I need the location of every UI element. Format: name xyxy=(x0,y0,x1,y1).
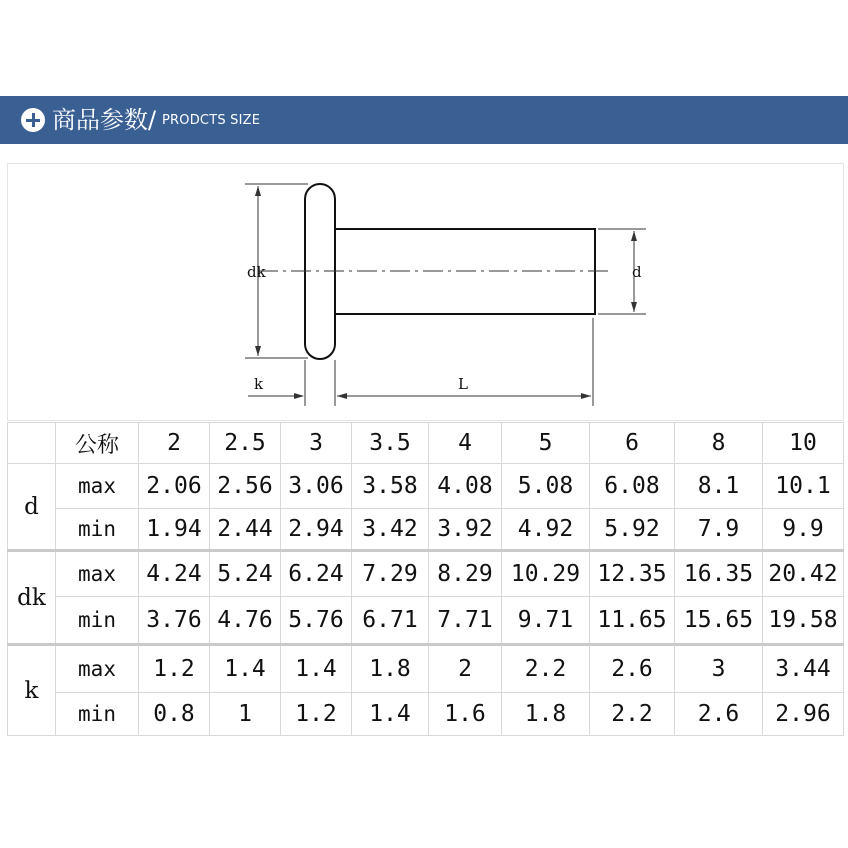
value-cell: 5.08 xyxy=(502,464,590,509)
value-cell: 10.29 xyxy=(502,551,590,597)
size-cell: 8 xyxy=(675,423,763,464)
value-cell: 2.6 xyxy=(590,645,675,693)
value-cell: 9.71 xyxy=(502,597,590,645)
limit-label: min xyxy=(56,693,139,736)
size-cell: 4 xyxy=(429,423,502,464)
value-cell: 4.24 xyxy=(139,551,210,597)
value-cell: 1.8 xyxy=(352,645,429,693)
value-cell: 3.58 xyxy=(352,464,429,509)
k-arrow xyxy=(294,393,304,399)
size-cell: 5 xyxy=(502,423,590,464)
value-cell: 2.2 xyxy=(590,693,675,736)
limit-label: min xyxy=(56,509,139,551)
limit-label: max xyxy=(56,551,139,597)
value-cell: 1.2 xyxy=(139,645,210,693)
value-cell: 3.06 xyxy=(281,464,352,509)
table-row xyxy=(8,464,844,509)
table-row xyxy=(8,509,844,551)
value-cell: 2 xyxy=(429,645,502,693)
value-cell: 5.92 xyxy=(590,509,675,551)
value-cell: 1 xyxy=(210,693,281,736)
header-row xyxy=(8,423,844,464)
corner-cell xyxy=(8,423,56,464)
size-cell: 2 xyxy=(139,423,210,464)
d-label: d xyxy=(632,263,642,281)
value-cell: 1.94 xyxy=(139,509,210,551)
value-cell: 2.6 xyxy=(675,693,763,736)
param-cell: dk xyxy=(8,551,56,645)
value-cell: 1.4 xyxy=(352,693,429,736)
value-cell: 1.4 xyxy=(281,645,352,693)
value-cell: 6.08 xyxy=(590,464,675,509)
table-row xyxy=(8,597,844,645)
dk-arrow-top xyxy=(255,186,261,196)
value-cell: 5.24 xyxy=(210,551,281,597)
value-cell: 1.4 xyxy=(210,645,281,693)
value-cell: 4.92 xyxy=(502,509,590,551)
value-cell: 9.9 xyxy=(763,509,844,551)
L-arrow-right xyxy=(581,393,591,399)
size-cell: 3.5 xyxy=(352,423,429,464)
k-label: k xyxy=(254,375,264,393)
value-cell: 16.35 xyxy=(675,551,763,597)
value-cell: 7.29 xyxy=(352,551,429,597)
value-cell: 3.42 xyxy=(352,509,429,551)
value-cell: 6.24 xyxy=(281,551,352,597)
d-arrow-top xyxy=(631,231,637,241)
value-cell: 4.08 xyxy=(429,464,502,509)
value-cell: 19.58 xyxy=(763,597,844,645)
dk-arrow-bottom xyxy=(255,346,261,356)
size-cell: 10 xyxy=(763,423,844,464)
value-cell: 6.71 xyxy=(352,597,429,645)
section-subtitle: PRODCTS SIZE xyxy=(162,113,261,128)
d-arrow-bottom xyxy=(631,302,637,312)
value-cell: 10.1 xyxy=(763,464,844,509)
value-cell: 3 xyxy=(675,645,763,693)
value-cell: 3.76 xyxy=(139,597,210,645)
value-cell: 5.76 xyxy=(281,597,352,645)
L-arrow-left xyxy=(337,393,347,399)
value-cell: 8.29 xyxy=(429,551,502,597)
value-cell: 2.94 xyxy=(281,509,352,551)
value-cell: 15.65 xyxy=(675,597,763,645)
value-cell: 4.76 xyxy=(210,597,281,645)
value-cell: 1.2 xyxy=(281,693,352,736)
table-row xyxy=(8,645,844,693)
value-cell: 2.96 xyxy=(763,693,844,736)
limit-label: max xyxy=(56,464,139,509)
size-cell: 6 xyxy=(590,423,675,464)
value-cell: 0.8 xyxy=(139,693,210,736)
limit-label: max xyxy=(56,645,139,693)
value-cell: 1.6 xyxy=(429,693,502,736)
value-cell: 2.06 xyxy=(139,464,210,509)
param-cell: k xyxy=(8,645,56,736)
value-cell: 20.42 xyxy=(763,551,844,597)
section-title: 商品参数/ xyxy=(52,106,157,134)
limit-label: min xyxy=(56,597,139,645)
size-cell: 3 xyxy=(281,423,352,464)
table-row xyxy=(8,551,844,597)
value-cell: 1.8 xyxy=(502,693,590,736)
value-cell: 12.35 xyxy=(590,551,675,597)
value-cell: 7.9 xyxy=(675,509,763,551)
value-cell: 2.56 xyxy=(210,464,281,509)
L-label: L xyxy=(458,375,468,393)
value-cell: 11.65 xyxy=(590,597,675,645)
value-cell: 7.71 xyxy=(429,597,502,645)
size-cell: 2.5 xyxy=(210,423,281,464)
dk-label: dk xyxy=(247,263,266,281)
table-row xyxy=(8,693,844,736)
value-cell: 3.44 xyxy=(763,645,844,693)
header-label: 公称 xyxy=(56,423,139,464)
value-cell: 2.44 xyxy=(210,509,281,551)
spec-table xyxy=(7,422,844,736)
value-cell: 3.92 xyxy=(429,509,502,551)
param-cell: d xyxy=(8,464,56,551)
value-cell: 2.2 xyxy=(502,645,590,693)
value-cell: 8.1 xyxy=(675,464,763,509)
